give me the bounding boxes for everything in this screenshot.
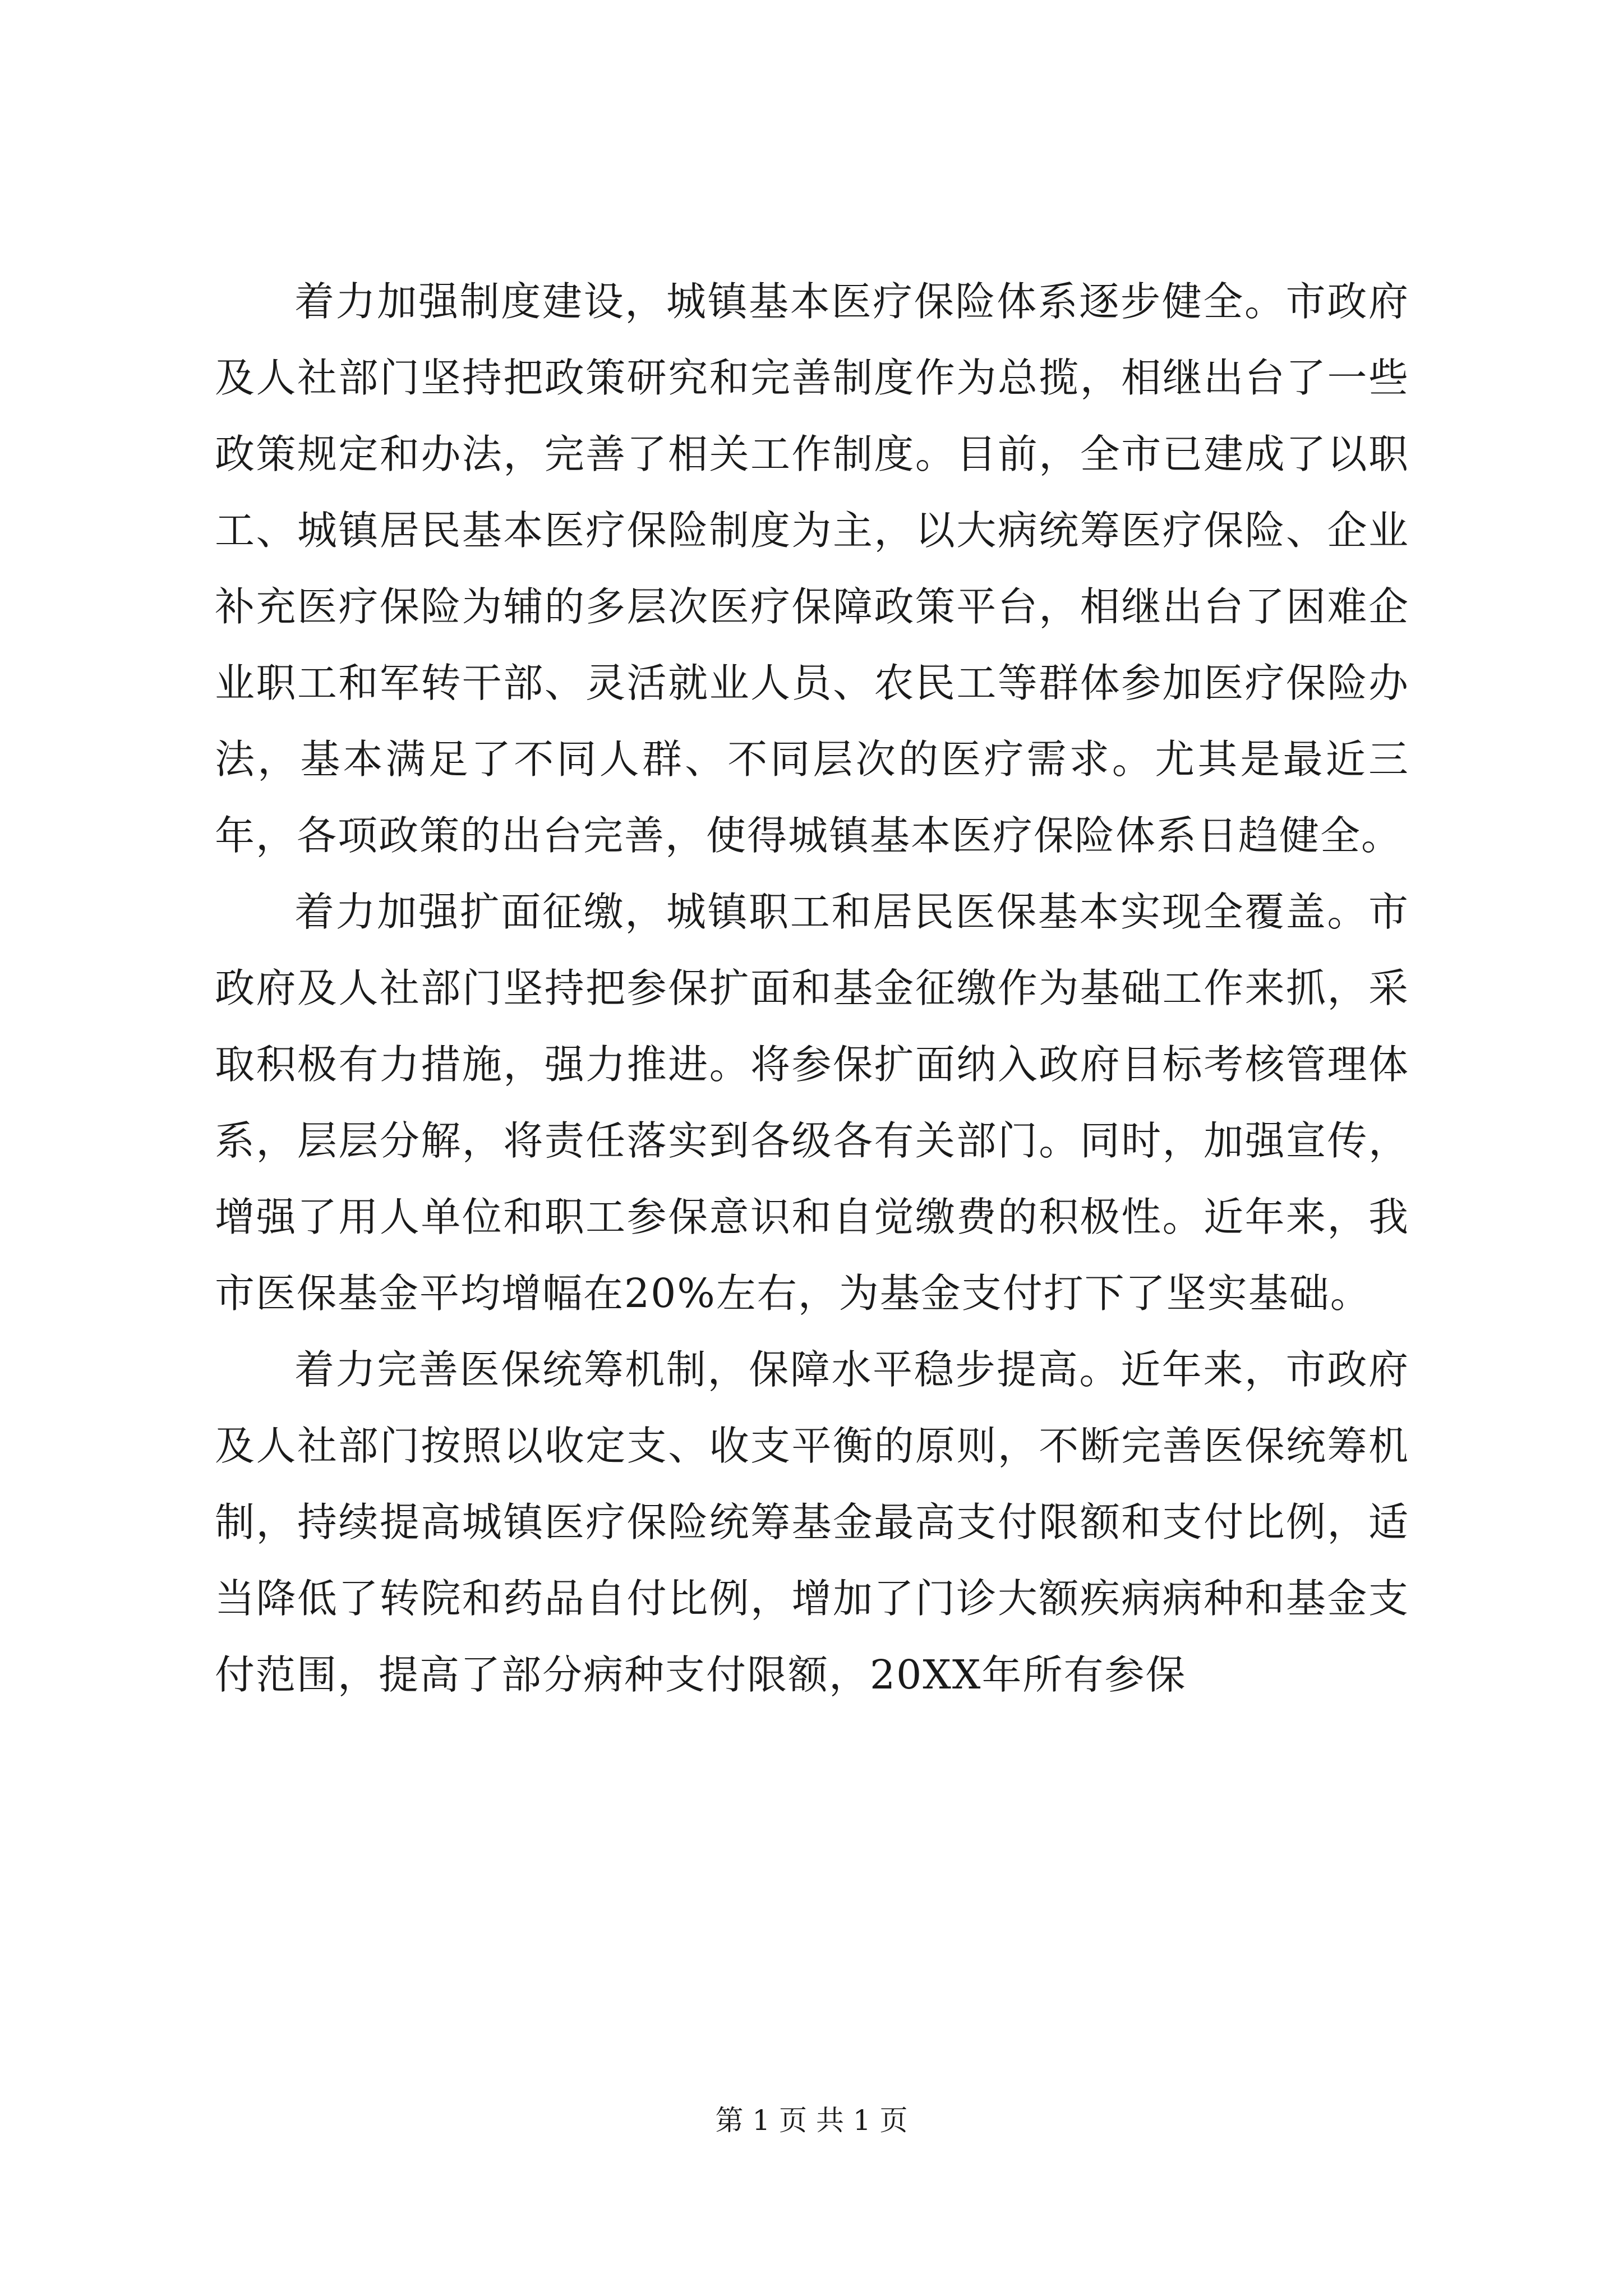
paragraph-institution-building: 着力加强制度建设，城镇基本医疗保险体系逐步健全。市政府及人社部门坚持把政策研究和完善制度作为总揽，相继出台了一些政策规定和办法，完善了相关工作制度。目前，全市已建成了以职工、城镇居民基本医疗保险制度为主，以大病统筹医疗保险、企业补充医疗保险为辅的多层次医疗保障政策平台，相继出台了困难企业职工和军转干部、灵活就业人员、农民工等群体参加医疗保险办法，基本满足了不同人群、不同层次的医疗需求。尤其是最近三年，各项政策的出台完善，使得城镇基本医疗保险体系日趋健全。	[215, 278, 1409, 859]
page-footer: 第 1 页 共 1 页	[715, 2104, 908, 2137]
paragraph-coverage-expansion: 着力加强扩面征缴，城镇职工和居民医保基本实现全覆盖。市政府及人社部门坚持把参保扩面和基金征缴作为基础工作来抓，采取积极有力措施，强力推进。将参保扩面纳入政府目标考核管理体系，层层分解，将责任落实到各级各有关部门。同时，加强宣传，增强了用人单位和职工参保意识和自觉缴费的积极性。近年来，我市医保基金平均增幅在20%左右，为基金支付打下了坚实基础。	[215, 889, 1409, 1317]
paragraph-pooling-mechanism: 着力完善医保统筹机制，保障水平稳步提高。近年来，市政府及人社部门按照以收定支、收支平衡的原则，不断完善医保统筹机制，持续提高城镇医疗保险统筹基金最高支付限额和支付比例，适当降低了转院和药品自付比例，增加了门诊大额疾病病种和基金支付范围，提高了部分病种支付限额，20XX年所有参保	[215, 1346, 1409, 1698]
document-body	[215, 264, 1409, 1713]
